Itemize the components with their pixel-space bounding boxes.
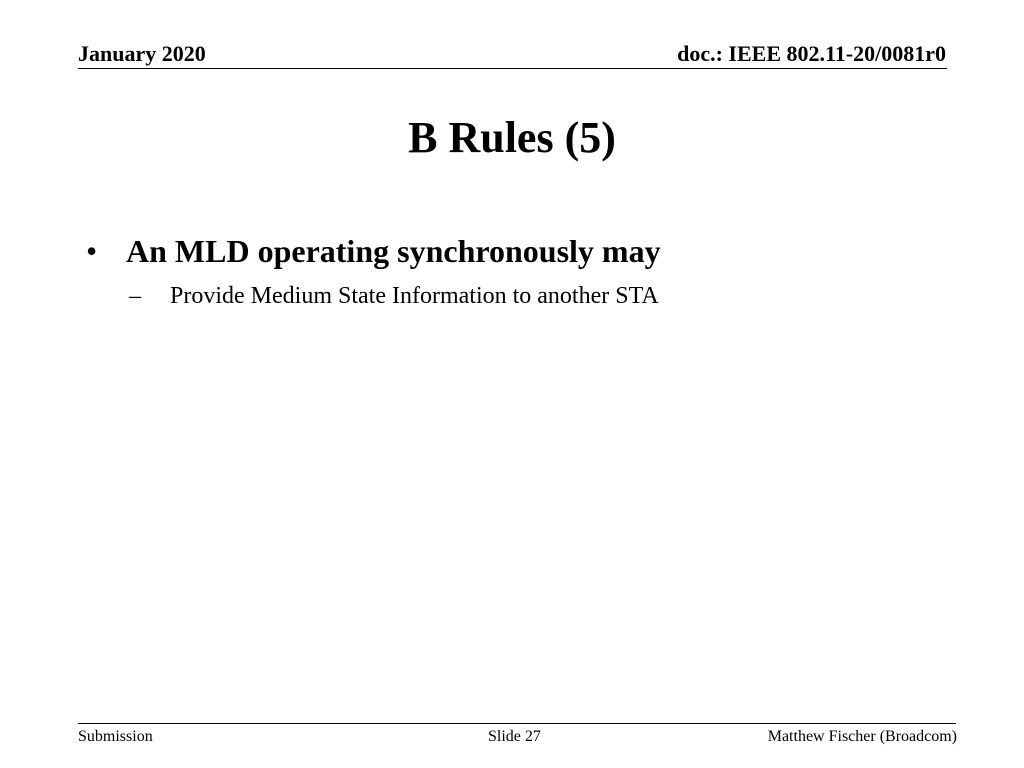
sub-bullet-item	[129, 281, 659, 311]
footer-author: Matthew Fischer (Broadcom)	[767, 728, 957, 745]
slide-title: B Rules (5)	[408, 113, 616, 162]
header-date: January 2020	[78, 41, 206, 66]
header-doc-id: doc.: IEEE 802.11-20/0081r0	[677, 41, 946, 66]
bullet-item	[86, 232, 661, 270]
footer-divider	[78, 723, 956, 724]
footer-slide-number: Slide 27	[488, 728, 541, 745]
sub-bullet-text: Provide Medium State Information to another STA	[170, 283, 659, 309]
header-divider	[78, 68, 947, 69]
bullet-marker: •	[86, 233, 98, 269]
bullet-text: An MLD operating synchronously may	[126, 233, 661, 269]
footer-submission: Submission	[78, 728, 153, 745]
sub-bullet-marker: –	[129, 283, 141, 309]
